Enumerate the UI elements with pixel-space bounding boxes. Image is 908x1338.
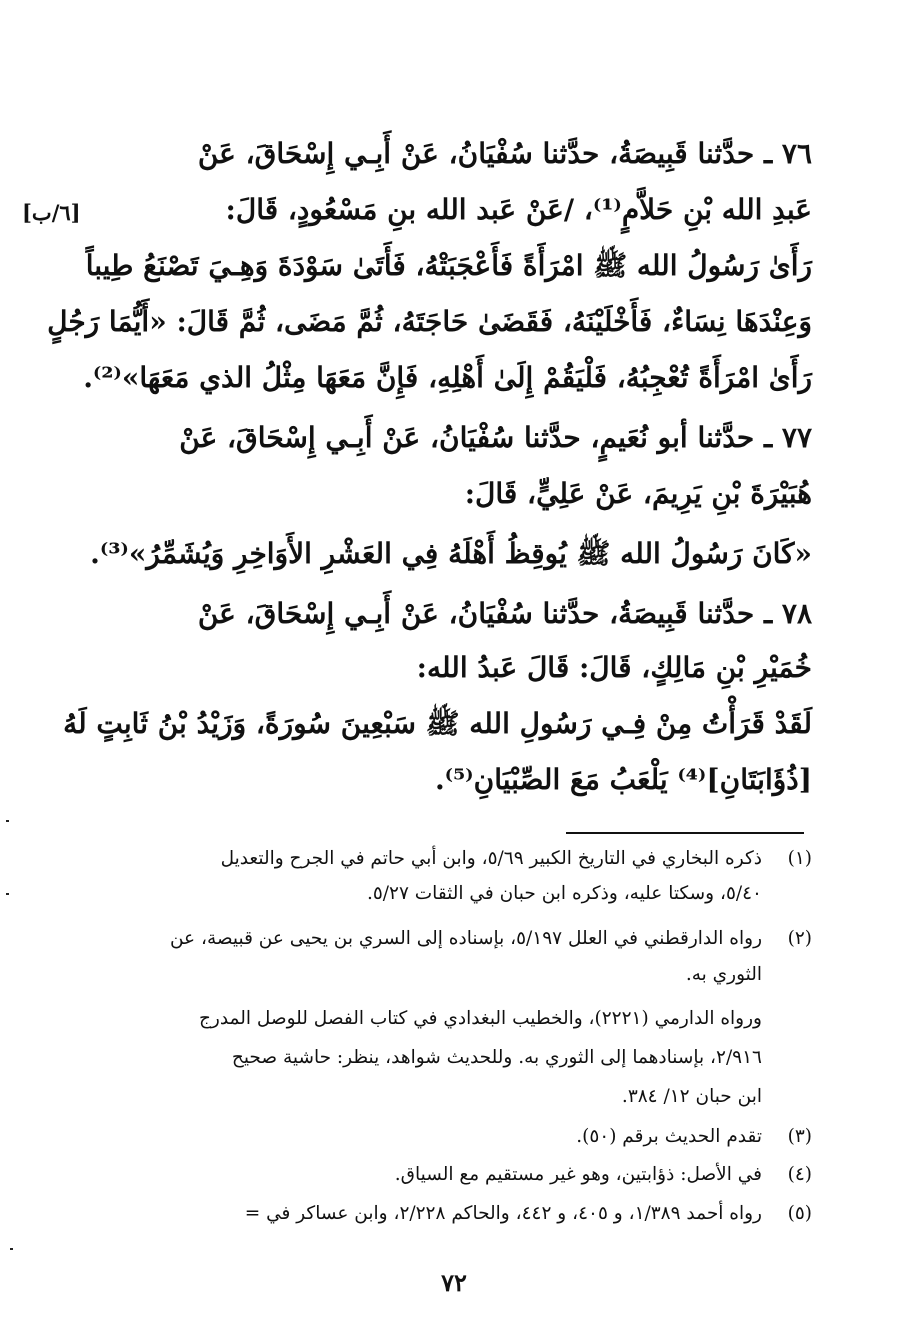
footnote-2-line-4: ٢/٩١٦، بإسنادهما إلى الثوري به. وللحديث شواهد، ينظر: حاشية صحيح xyxy=(231,1047,762,1068)
hadith-78-isnad-line-2: خُمَيْرِ بْنِ مَالِكٍ، قَالَ: قَالَ عَبدُ الله: xyxy=(416,651,812,684)
footnote-2-line-5: ابن حبان ١٢/ ٣٨٤. xyxy=(621,1086,762,1107)
scan-speck xyxy=(6,820,9,822)
hadith-76-text-line-2: وَعِنْدَهَا نِسَاءٌ، فَأَخْلَيْنَهُ، فَقَضَىٰ حَاجَتَهُ، ثُمَّ مَضَى، ثُمَّ قَالَ: «أَيُّمَا رَجُلٍ xyxy=(47,305,812,338)
footnote-3-line: تقدم الحديث برقم (٥٠). xyxy=(576,1126,762,1147)
footnote-1-number: (١) xyxy=(787,848,812,869)
hadith-77-isnad-line-1: ٧٧ ـ حدَّثنا أبو نُعَيمٍ، حدَّثنا سُفْيَانُ، عَنْ أَبِـي إِسْحَاقَ، عَنْ xyxy=(179,421,812,454)
footnote-4-line: في الأصل: ذؤابتين، وهو غير مستقيم مع السياق. xyxy=(394,1164,762,1185)
footnote-2-line-3: ورواه الدارمي (٢٢٢١)، والخطيب البغدادي في كتاب الفصل للوصل المدرج xyxy=(198,1008,762,1029)
scan-speck xyxy=(10,1248,13,1250)
page-number: ٧٢ xyxy=(441,1268,467,1297)
hadith-76-isnad-line-1: ٧٦ ـ حدَّثنا قَبِيصَةُ، حدَّثنا سُفْيَانُ، عَنْ أَبِـي إِسْحَاقَ، عَنْ xyxy=(197,137,812,170)
hadith-76-text-line-3: رَأَىٰ امْرَأَةً تُعْجِبُهُ، فَلْيَقُمْ إِلَىٰ أَهْلِهِ، فَإِنَّ مَعَهَا مِثْلُ الذي مَعَهَا»⁽²⁾. xyxy=(83,361,812,394)
footnote-5-number: (٥) xyxy=(787,1203,812,1224)
footnote-5-line: رواه أحمد ١/٣٨٩، و ٤٠٥، و ٤٤٢، والحاكم ٢/٢٢٨، وابن عساكر في = xyxy=(244,1203,762,1224)
footnote-3-number: (٣) xyxy=(787,1126,812,1147)
scan-speck xyxy=(6,893,9,895)
hadith-78-text-line-2: [ذُؤَابَتَانِ]⁽⁴⁾ يَلْعَبُ مَعَ الصِّبْيَانِ⁽⁵⁾. xyxy=(434,763,812,796)
hadith-78-text-line-1: لَقَدْ قَرَأْتُ مِنْ فِـي رَسُولِ الله ﷺ سَبْعِينَ سُورَةً، وَزَيْدُ بْنُ ثَابِتٍ لَهُ xyxy=(63,707,812,740)
margin-folio-marker: [٦/ب] xyxy=(22,200,81,225)
hadith-77-text-line: «كَانَ رَسُولُ الله ﷺ يُوقِظُ أَهْلَهُ فِي العَشْرِ الأَوَاخِرِ وَيُشَمِّرُ»⁽³⁾. xyxy=(90,537,812,570)
hadith-78-isnad-line-1: ٧٨ ـ حدَّثنا قَبِيصَةُ، حدَّثنا سُفْيَانُ، عَنْ أَبِـي إِسْحَاقَ، عَنْ xyxy=(197,597,812,630)
footnote-1-line-2: ٥/٤٠، وسكتا عليه، وذكره ابن حبان في الثقات ٥/٢٧. xyxy=(366,883,762,904)
hadith-76-text-line-1: رَأَىٰ رَسُولُ الله ﷺ امْرَأَةً فَأَعْجَبَتْهُ، فَأَتَىٰ سَوْدَةَ وَهِـيَ تَصْنَعُ طِيباً xyxy=(85,249,812,282)
hadith-77-isnad-line-2: هُبَيْرَةَ بْنِ يَرِيمَ، عَنْ عَلِيٍّ، قَالَ: xyxy=(464,477,812,510)
footnote-1-line-1: ذكره البخاري في التاريخ الكبير ٥/٦٩، وابن أبي حاتم في الجرح والتعديل xyxy=(220,848,762,869)
footnote-4-number: (٤) xyxy=(787,1164,812,1185)
hadith-76-isnad-line-2: عَبدِ الله بْنِ حَلاَّمٍ⁽¹⁾، /عَنْ عَبد الله بنِ مَسْعُودٍ، قَالَ: xyxy=(225,193,812,226)
footnote-2-line-1: رواه الدارقطني في العلل ٥/١٩٧، بإسناده إلى السري بن يحيى عن قبيصة، عن xyxy=(169,928,762,949)
footnote-2-line-2: الثوري به. xyxy=(685,964,762,985)
footnote-2-number: (٢) xyxy=(787,928,812,949)
footnote-separator-rule xyxy=(566,832,804,834)
